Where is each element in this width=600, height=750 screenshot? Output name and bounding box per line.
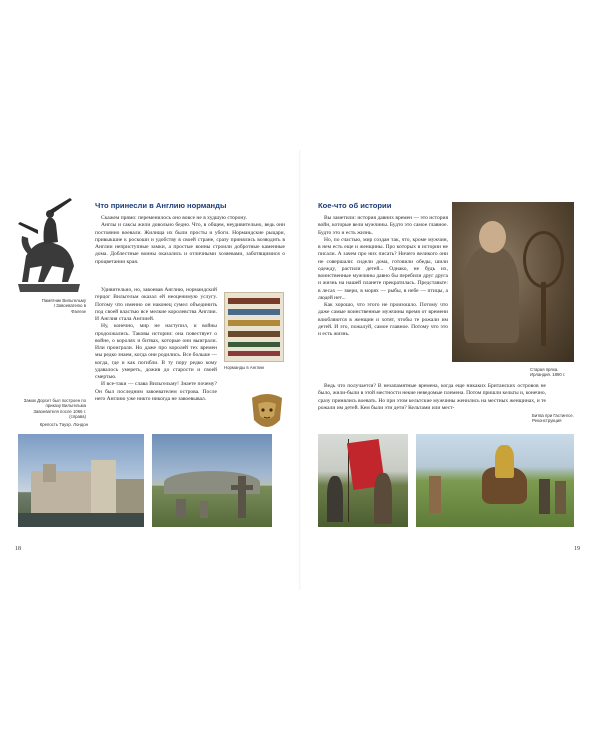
- left-page-number: 18: [15, 546, 21, 552]
- left-page-heading: Что принесли в Англию норманды: [95, 201, 227, 210]
- right-paragraph-1: Вы заметили: история давних времен — это история войн, которые вели мужчины. Будто это самое главное. Будто это и есть жизнь.: [318, 215, 448, 236]
- right-text-block-1: [318, 215, 448, 338]
- tapestry-caption: Норманды в Англии: [224, 365, 264, 370]
- right-paragraph-2: Но, по счастью, мир создан так, что, кроме мужчин, в нем есть еще и женщины. Про которых в истории не писали. А зачем про них писать? Ничего великого они не совершали: сидели дома, готовили обеды, шили одежду, растили детей... Однако, не будь их, воинственные мужчины давно бы перебили друг друга и жизнь на нашей планете прекратилась. Представьте: в лесах — звери, в морях — рыбы, в небе — птицы, а людей нет...: [318, 236, 448, 301]
- right-page-heading: Кое-что об истории: [318, 201, 392, 210]
- spinner-caption: Старая пряха. Ирландия. 1890 г.: [530, 367, 566, 378]
- norman-helmet-image: [246, 390, 288, 434]
- right-page-number: 19: [574, 546, 580, 552]
- battle-caption: Битва при Гастингсе. Реконструкция: [532, 413, 574, 424]
- normans-tapestry-image: [224, 292, 284, 362]
- left-paragraph-2: Англы и саксы жили довольно бедно. Что, в общем, неудивительно, ведь они постоянно воевали. Жилища их были просты и убоги. Нормандские рыцари, привыкшие к роскоши и удобству в своей стране, сразу принялись возводить в Англии неприступные замки, а простые воины строили добротные каменные дома. Доблестные воины оказались и отличными хозяевами, заботящимися о процветании края.: [95, 222, 285, 265]
- right-paragraph-3: Как хорошо, что этого не произошло. Потому что даже самые воинственные мужчины время от времени влюбляются в женщин и хотят, чтобы те рожали им детей. И это, пожалуй, самое главное. Потому что это и есть жизнь.: [318, 302, 448, 337]
- dorset-castle-photo: [152, 434, 272, 527]
- left-paragraph-5: И все-таки — слава Вильгельму! Знаете почему? Он был последним завоевателем острова. После него Англию уже никто никогда не завоевывал.: [95, 381, 217, 402]
- tower-london-photo: [18, 434, 144, 527]
- right-page: [300, 0, 600, 750]
- right-paragraph-4: Ведь что получается? В незапамятные времена, когда еще никаких Британских островов не было, жили-были в этой местности некие неведомые племена. Потом пришли кельты и, конечно, сразу принялись воевать. Но при этом кельтские мужчины женились на местных женщинах, и те рожали им детей. Кем были эти дети? Кельтами или мест-: [318, 383, 546, 411]
- old-spinner-photo: [452, 202, 574, 362]
- left-text-block-1: [95, 215, 285, 266]
- hastings-reenactment-photo-2: [416, 434, 574, 527]
- left-paragraph-3: Удивительно, но, завоевав Англию, нормандский герцог Вильгельм оказал ей неоценимую услугу. Потому что именно он наконец сумел объединить под своей властью все мелкие королевства Англии. И Англия стала Англией.: [95, 287, 217, 322]
- william-statue-image: [8, 196, 90, 296]
- left-paragraph-1: Скажем прямо: переменилось оно вовсе не в худшую сторону.: [101, 215, 247, 221]
- left-paragraph-4: Ну, конечно, мир не наступил, и войны продолжались. Таковы истории: она повествует о войне, о королях и битвах, которые они выиграли. Или проиграли. Но даже про королей тех времен мы редко знаем, когда они родились. Все больше — когда, где и как погибли. В ту пору редко кому удавалось умереть, дожив до старости и своей смертью.: [95, 323, 217, 380]
- castle-caption: Замок Дорсет был построен по приказу Вильгельма Завоевателя после 1066 г. (справа): [23, 398, 86, 420]
- right-text-block-2: [318, 383, 546, 412]
- left-text-block-2: [95, 287, 217, 403]
- statue-caption: Памятник Вильгельму I Завоевателю в Фалезе: [41, 298, 86, 314]
- tower-caption: Крепость Тауэр. Лондон: [39, 422, 88, 427]
- hastings-reenactment-photo-1: [318, 434, 408, 527]
